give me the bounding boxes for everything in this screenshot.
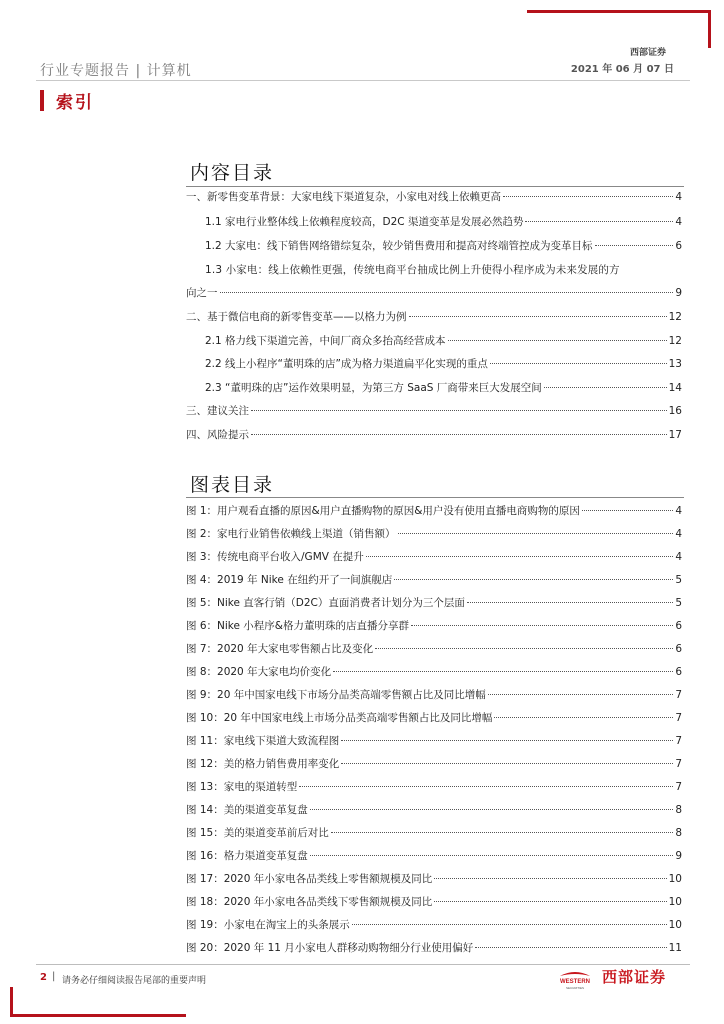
toc-entry[interactable]: 2.1 格力线下渠道完善，中间厂商众多抬高经营成本 12 [205,335,682,347]
figure-entry[interactable]: 图 5：Nike 直客行销（D2C）直面消费者计划分为三个层面 5 [186,597,682,609]
section-title: 索引 [56,93,94,113]
figure-entry[interactable]: 图 1：用户观看直播的原因&用户直播购物的原因&用户没有使用直播电商购物的原因 4 [186,505,682,517]
figure-entry[interactable]: 图 15：美的渠道变革前后对比 8 [186,827,682,839]
figure-entry[interactable]: 图 16：格力渠道变革复盘 9 [186,850,682,862]
toc-entry-continuation[interactable]: 向之一 9 [186,287,682,299]
figure-entry[interactable]: 图 3：传统电商平台收入/GMV 在提升 4 [186,551,682,563]
western-securities-logo-icon [556,967,594,991]
toc-entry[interactable]: 1.3 小家电：线上依赖性更强，传统电商平台抽成比例上升使得小程序成为未来发展的方 [205,264,620,276]
figure-entry[interactable]: 图 4：2019 年 Nike 在纽约开了一间旗舰店 5 [186,574,682,586]
figure-entry[interactable]: 图 13：家电的渠道转型 7 [186,781,682,793]
footer-divider [36,964,690,965]
toc-entry[interactable]: 一、新零售变革背景：大家电线下渠道复杂，小家电对线上依赖更高 4 [186,191,682,203]
figure-entry[interactable]: 图 8：2020 年大家电均价变化 6 [186,666,682,678]
header-company: 西部证券 [629,48,666,58]
figure-entry[interactable]: 图 7：2020 年大家电零售额占比及变化 6 [186,643,682,655]
corner-decoration-top-right [527,10,711,13]
report-date: 2021 年 06 月 07 日 [570,64,674,75]
disclaimer-note: 请务必仔细阅读报告尾部的重要声明 [62,976,207,986]
figure-entry[interactable]: 图 14：美的渠道变革复盘 8 [186,804,682,816]
logo-wordmark: WESTERN [560,979,590,985]
figure-entry[interactable]: 图 6：Nike 小程序&格力董明珠的店直播分享群 6 [186,620,682,632]
corner-decoration-bottom-left [10,1014,186,1017]
logo-subtext: SECURITIES [565,986,585,990]
toc-entry[interactable]: 1.1 家电行业整体线上依赖程度较高，D2C 渠道变革是发展必然趋势 4 [205,216,682,228]
report-category: 行业专题报告 | 计算机 [40,63,192,79]
figure-entry[interactable]: 图 12：美的格力销售费用率变化 7 [186,758,682,770]
toc-entry[interactable]: 二、基于微信电商的新零售变革——以格力为例 12 [186,311,682,323]
section-marker [40,90,44,111]
toc-entry[interactable]: 三、建议关注 16 [186,405,682,417]
toc-title-rule [186,186,684,187]
header-divider [36,80,690,81]
figures-title-rule [186,497,684,498]
figure-entry[interactable]: 图 18：2020 年小家电各品类线下零售额规模及同比 10 [186,896,682,908]
toc-entry[interactable]: 2.2 线上小程序“董明珠的店”成为格力渠道扁平化实现的重点 13 [205,358,682,370]
toc-title: 内容目录 [190,162,275,184]
figure-entry[interactable]: 图 9：20 年中国家电线下市场分品类高端零售额占比及同比增幅 7 [186,689,682,701]
corner-decoration-top-right-vertical [708,10,711,48]
figure-entry[interactable]: 图 17：2020 年小家电各品类线上零售额规模及同比 10 [186,873,682,885]
toc-entry[interactable]: 2.3 “董明珠的店”运作效果明显，为第三方 SaaS 厂商带来巨大发展空间 14 [205,382,682,394]
company-logo-text: 西部证券 [602,968,667,986]
figure-entry[interactable]: 图 2：家电行业销售依赖线上渠道（销售额） 4 [186,528,682,540]
figures-title: 图表目录 [190,474,275,496]
figure-entry[interactable]: 图 20：2020 年 11 月小家电人群移动购物细分行业使用偏好 11 [186,942,682,954]
footer-separator: | [52,971,56,982]
corner-decoration-bottom-left-vertical [10,987,13,1017]
figure-entry[interactable]: 图 11：家电线下渠道大致流程图 7 [186,735,682,747]
toc-entry[interactable]: 四、风险提示 17 [186,429,682,441]
page-number: 2 [40,972,47,983]
figure-entry[interactable]: 图 10：20 年中国家电线上市场分品类高端零售额占比及同比增幅 7 [186,712,682,724]
figure-entry[interactable]: 图 19：小家电在淘宝上的头条展示 10 [186,919,682,931]
toc-entry[interactable]: 1.2 大家电：线下销售网络错综复杂，较少销售费用和提高对终端管控成为变革目标 6 [205,240,682,252]
